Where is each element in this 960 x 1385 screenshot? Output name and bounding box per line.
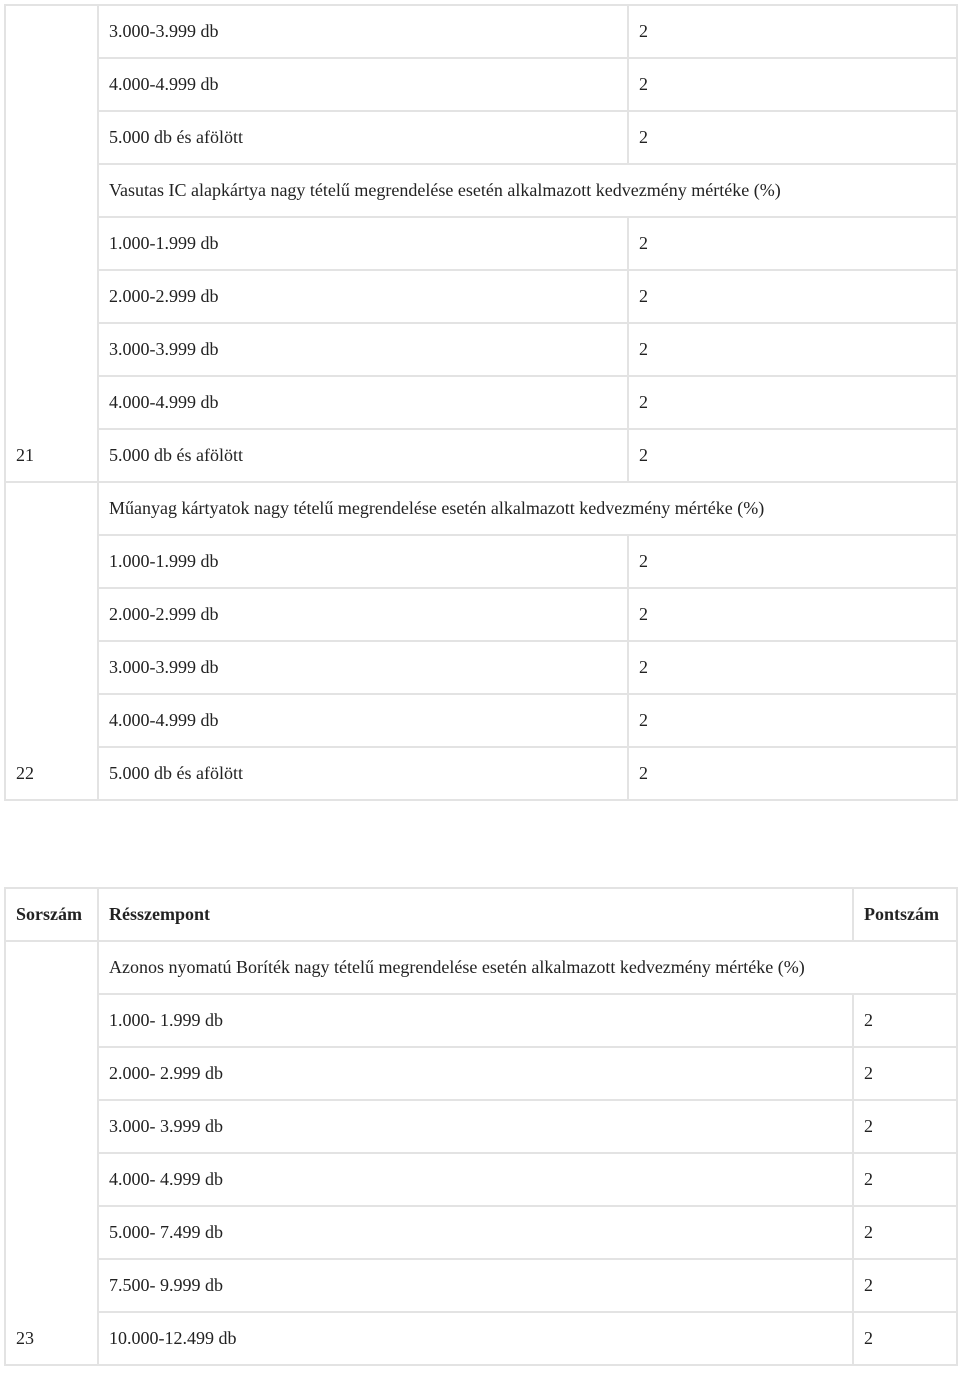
points-cell: 2: [853, 1153, 957, 1206]
table-row: [5, 1100, 957, 1153]
points-cell: 2: [628, 588, 957, 641]
range-cell: 5.000 db és afölött: [98, 429, 628, 482]
range-cell: 3.000-3.999 db: [98, 5, 628, 58]
points-cell: 2: [853, 994, 957, 1047]
points-cell: 2: [628, 5, 957, 58]
header-pontszam: Pontszám: [853, 888, 957, 941]
range-cell: 2.000-2.999 db: [98, 270, 628, 323]
header-sorszam: Sorszám: [5, 888, 98, 941]
table-row: [5, 1312, 957, 1365]
range-cell: 2.000-2.999 db: [98, 588, 628, 641]
points-cell: 2: [853, 1259, 957, 1312]
table-row: [5, 1259, 957, 1312]
table-row: [5, 111, 957, 164]
table-row: [5, 1153, 957, 1206]
range-cell: 1.000- 1.999 db: [98, 994, 853, 1047]
range-cell: 10.000-12.499 db: [98, 1312, 853, 1365]
points-cell: 2: [628, 58, 957, 111]
table-row: [5, 58, 957, 111]
row-number-21: 21: [5, 5, 98, 482]
table-row: [5, 535, 957, 588]
table-row: [5, 941, 957, 994]
scoring-table-1: [4, 4, 958, 801]
range-cell: 5.000 db és afölött: [98, 111, 628, 164]
table-row: [5, 1206, 957, 1259]
points-cell: 2: [628, 694, 957, 747]
table-row: [5, 164, 957, 217]
header-resszempont: Résszempont: [98, 888, 853, 941]
points-cell: 2: [628, 270, 957, 323]
points-cell: 2: [628, 323, 957, 376]
row-number-23: 23: [5, 941, 98, 1365]
table-row: [5, 429, 957, 482]
range-cell: 7.500- 9.999 db: [98, 1259, 853, 1312]
scoring-table-2: [4, 887, 958, 1366]
range-cell: 3.000-3.999 db: [98, 641, 628, 694]
points-cell: 2: [628, 535, 957, 588]
range-cell: 4.000-4.999 db: [98, 694, 628, 747]
table-row: [5, 376, 957, 429]
table-row: [5, 694, 957, 747]
range-cell: 4.000-4.999 db: [98, 376, 628, 429]
table-row: [5, 1047, 957, 1100]
section-heading: Azonos nyomatú Boríték nagy tételű megrendelése esetén alkalmazott kedvezmény mértéke (%): [98, 941, 957, 994]
points-cell: 2: [628, 111, 957, 164]
points-cell: 2: [853, 1100, 957, 1153]
table-row: [5, 994, 957, 1047]
range-cell: 1.000-1.999 db: [98, 535, 628, 588]
table-row: [5, 5, 957, 58]
row-number-22: 22: [5, 482, 98, 800]
points-cell: 2: [853, 1047, 957, 1100]
table-row: [5, 217, 957, 270]
table-row: [5, 588, 957, 641]
points-cell: 2: [628, 641, 957, 694]
table-row: [5, 270, 957, 323]
range-cell: 5.000 db és afölött: [98, 747, 628, 800]
points-cell: 2: [628, 747, 957, 800]
points-cell: 2: [628, 217, 957, 270]
table-row: [5, 482, 957, 535]
points-cell: 2: [853, 1312, 957, 1365]
range-cell: 1.000-1.999 db: [98, 217, 628, 270]
points-cell: 2: [853, 1206, 957, 1259]
section-heading: Vasutas IC alapkártya nagy tételű megrendelése esetén alkalmazott kedvezmény mértéke (%): [98, 164, 957, 217]
range-cell: 5.000- 7.499 db: [98, 1206, 853, 1259]
section-heading: Műanyag kártyatok nagy tételű megrendelése esetén alkalmazott kedvezmény mértéke (%): [98, 482, 957, 535]
points-cell: 2: [628, 376, 957, 429]
range-cell: 3.000- 3.999 db: [98, 1100, 853, 1153]
range-cell: 4.000-4.999 db: [98, 58, 628, 111]
range-cell: 3.000-3.999 db: [98, 323, 628, 376]
table-row: [5, 323, 957, 376]
table-row: [5, 641, 957, 694]
range-cell: 4.000- 4.999 db: [98, 1153, 853, 1206]
table-row: [5, 747, 957, 800]
points-cell: 2: [628, 429, 957, 482]
range-cell: 2.000- 2.999 db: [98, 1047, 853, 1100]
header-row: [5, 888, 957, 941]
